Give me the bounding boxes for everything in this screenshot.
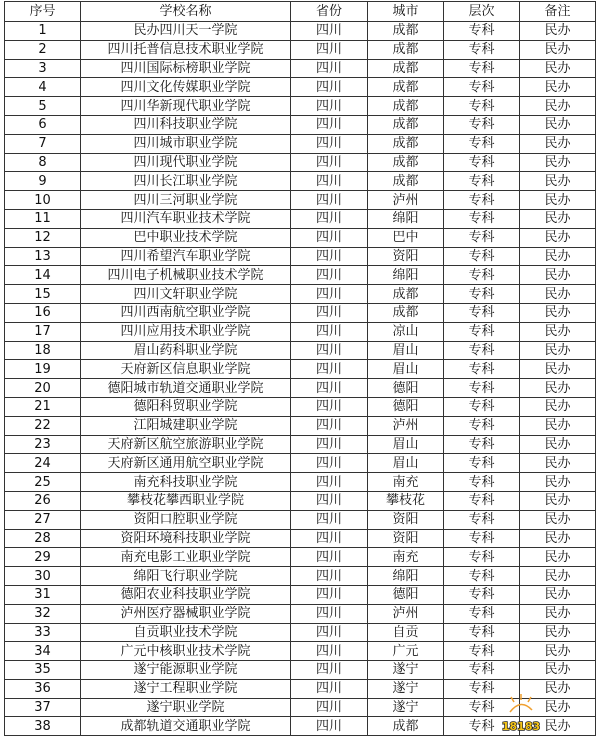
city: 泸州 (368, 416, 444, 435)
note: 民办 (520, 548, 596, 567)
city: 遂宁 (368, 698, 444, 717)
row-index: 36 (5, 679, 81, 698)
province: 四川 (291, 247, 368, 266)
row-index: 25 (5, 473, 81, 492)
table-row (5, 379, 596, 398)
row-index: 24 (5, 454, 81, 473)
level: 专科 (444, 435, 520, 454)
level: 专科 (444, 379, 520, 398)
city: 眉山 (368, 360, 444, 379)
table-row (5, 228, 596, 247)
level: 专科 (444, 679, 520, 698)
row-index: 14 (5, 266, 81, 285)
province: 四川 (291, 567, 368, 586)
table-row (5, 435, 596, 454)
school-name: 巴中职业技术学院 (81, 228, 291, 247)
city: 成都 (368, 97, 444, 116)
school-name: 南充电影工业职业学院 (81, 548, 291, 567)
province: 四川 (291, 115, 368, 134)
row-index: 21 (5, 397, 81, 416)
province: 四川 (291, 585, 368, 604)
school-name: 资阳口腔职业学院 (81, 510, 291, 529)
table-row (5, 416, 596, 435)
city: 资阳 (368, 510, 444, 529)
level: 专科 (444, 397, 520, 416)
header-province: 省份 (291, 2, 368, 22)
table-row (5, 97, 596, 116)
row-index: 19 (5, 360, 81, 379)
level: 专科 (444, 491, 520, 510)
row-index: 28 (5, 529, 81, 548)
school-name: 德阳城市轨道交通职业学院 (81, 379, 291, 398)
province: 四川 (291, 454, 368, 473)
row-index: 38 (5, 717, 81, 736)
row-index: 20 (5, 379, 81, 398)
province: 四川 (291, 642, 368, 661)
level: 专科 (444, 303, 520, 322)
city: 凉山 (368, 322, 444, 341)
table-row (5, 567, 596, 586)
level: 专科 (444, 22, 520, 41)
row-index: 6 (5, 115, 81, 134)
note: 民办 (520, 435, 596, 454)
province: 四川 (291, 97, 368, 116)
school-name: 四川应用技术职业学院 (81, 322, 291, 341)
row-index: 32 (5, 604, 81, 623)
row-index: 27 (5, 510, 81, 529)
note: 民办 (520, 491, 596, 510)
province: 四川 (291, 529, 368, 548)
city: 南充 (368, 473, 444, 492)
table-row (5, 322, 596, 341)
note: 民办 (520, 379, 596, 398)
row-index: 3 (5, 59, 81, 78)
note: 民办 (520, 661, 596, 680)
province: 四川 (291, 397, 368, 416)
city: 绵阳 (368, 209, 444, 228)
school-name: 四川三河职业学院 (81, 191, 291, 210)
city: 泸州 (368, 191, 444, 210)
city: 德阳 (368, 585, 444, 604)
school-name: 绵阳飞行职业学院 (81, 567, 291, 586)
level: 专科 (444, 642, 520, 661)
table-row (5, 134, 596, 153)
province: 四川 (291, 322, 368, 341)
city: 眉山 (368, 435, 444, 454)
school-name: 资阳环境科技职业学院 (81, 529, 291, 548)
level: 专科 (444, 454, 520, 473)
level: 专科 (444, 360, 520, 379)
note: 民办 (520, 22, 596, 41)
table-row (5, 78, 596, 97)
level: 专科 (444, 78, 520, 97)
school-name: 攀枝花攀西职业学院 (81, 491, 291, 510)
city: 广元 (368, 642, 444, 661)
level: 专科 (444, 548, 520, 567)
note: 民办 (520, 303, 596, 322)
school-name: 四川电子机械职业技术学院 (81, 266, 291, 285)
city: 眉山 (368, 341, 444, 360)
city: 德阳 (368, 379, 444, 398)
province: 四川 (291, 266, 368, 285)
school-name: 德阳科贸职业学院 (81, 397, 291, 416)
city: 绵阳 (368, 266, 444, 285)
note: 民办 (520, 510, 596, 529)
note: 民办 (520, 698, 596, 717)
table-row (5, 510, 596, 529)
school-name: 四川华新现代职业学院 (81, 97, 291, 116)
level: 专科 (444, 510, 520, 529)
row-index: 23 (5, 435, 81, 454)
city: 成都 (368, 172, 444, 191)
city: 成都 (368, 78, 444, 97)
city: 成都 (368, 153, 444, 172)
province: 四川 (291, 379, 368, 398)
school-name: 四川长江职业学院 (81, 172, 291, 191)
note: 民办 (520, 529, 596, 548)
table-row (5, 266, 596, 285)
table-header-row (5, 2, 596, 22)
level: 专科 (444, 698, 520, 717)
table-row (5, 115, 596, 134)
school-name: 眉山药科职业学院 (81, 341, 291, 360)
province: 四川 (291, 59, 368, 78)
table-row (5, 491, 596, 510)
note: 民办 (520, 454, 596, 473)
row-index: 9 (5, 172, 81, 191)
table-row (5, 397, 596, 416)
level: 专科 (444, 285, 520, 304)
row-index: 37 (5, 698, 81, 717)
school-name: 遂宁能源职业学院 (81, 661, 291, 680)
school-name: 自贡职业技术学院 (81, 623, 291, 642)
row-index: 17 (5, 322, 81, 341)
city: 绵阳 (368, 567, 444, 586)
level: 专科 (444, 661, 520, 680)
school-name: 天府新区航空旅游职业学院 (81, 435, 291, 454)
level: 专科 (444, 567, 520, 586)
row-index: 11 (5, 209, 81, 228)
note: 民办 (520, 209, 596, 228)
note: 民办 (520, 360, 596, 379)
school-name: 泸州医疗器械职业学院 (81, 604, 291, 623)
city: 资阳 (368, 247, 444, 266)
city: 遂宁 (368, 661, 444, 680)
note: 民办 (520, 97, 596, 116)
note: 民办 (520, 172, 596, 191)
school-name: 四川文轩职业学院 (81, 285, 291, 304)
row-index: 30 (5, 567, 81, 586)
province: 四川 (291, 548, 368, 567)
school-name: 南充科技职业学院 (81, 473, 291, 492)
row-index: 15 (5, 285, 81, 304)
note: 民办 (520, 623, 596, 642)
school-name: 四川国际标榜职业学院 (81, 59, 291, 78)
province: 四川 (291, 661, 368, 680)
level: 专科 (444, 97, 520, 116)
row-index: 34 (5, 642, 81, 661)
province: 四川 (291, 623, 368, 642)
note: 民办 (520, 585, 596, 604)
row-index: 31 (5, 585, 81, 604)
city: 成都 (368, 717, 444, 736)
level: 专科 (444, 341, 520, 360)
header-index: 序号 (5, 2, 81, 22)
city: 成都 (368, 285, 444, 304)
school-name: 民办四川天一学院 (81, 22, 291, 41)
note: 民办 (520, 567, 596, 586)
province: 四川 (291, 604, 368, 623)
note: 民办 (520, 134, 596, 153)
city: 南充 (368, 548, 444, 567)
level: 专科 (444, 40, 520, 59)
note: 民办 (520, 78, 596, 97)
province: 四川 (291, 360, 368, 379)
province: 四川 (291, 717, 368, 736)
note: 民办 (520, 416, 596, 435)
level: 专科 (444, 266, 520, 285)
school-name: 四川希望汽车职业学院 (81, 247, 291, 266)
school-name: 德阳农业科技职业学院 (81, 585, 291, 604)
table-row (5, 454, 596, 473)
row-index: 13 (5, 247, 81, 266)
level: 专科 (444, 416, 520, 435)
table-row (5, 153, 596, 172)
row-index: 5 (5, 97, 81, 116)
province: 四川 (291, 153, 368, 172)
city: 成都 (368, 303, 444, 322)
level: 专科 (444, 247, 520, 266)
table-row (5, 341, 596, 360)
school-name: 四川汽车职业技术学院 (81, 209, 291, 228)
row-index: 16 (5, 303, 81, 322)
row-index: 12 (5, 228, 81, 247)
row-index: 7 (5, 134, 81, 153)
province: 四川 (291, 341, 368, 360)
city: 遂宁 (368, 679, 444, 698)
city: 攀枝花 (368, 491, 444, 510)
note: 民办 (520, 473, 596, 492)
row-index: 26 (5, 491, 81, 510)
row-index: 2 (5, 40, 81, 59)
school-name: 四川城市职业学院 (81, 134, 291, 153)
level: 专科 (444, 172, 520, 191)
city: 成都 (368, 22, 444, 41)
row-index: 8 (5, 153, 81, 172)
table-row (5, 360, 596, 379)
row-index: 10 (5, 191, 81, 210)
row-index: 22 (5, 416, 81, 435)
sun-rays-icon (510, 694, 532, 712)
school-name: 天府新区通用航空职业学院 (81, 454, 291, 473)
province: 四川 (291, 491, 368, 510)
province: 四川 (291, 416, 368, 435)
city: 成都 (368, 115, 444, 134)
table-row (5, 247, 596, 266)
province: 四川 (291, 22, 368, 41)
province: 四川 (291, 209, 368, 228)
level: 专科 (444, 585, 520, 604)
province: 四川 (291, 191, 368, 210)
province: 四川 (291, 510, 368, 529)
row-index: 18 (5, 341, 81, 360)
row-index: 35 (5, 661, 81, 680)
school-name: 四川文化传媒职业学院 (81, 78, 291, 97)
city: 成都 (368, 40, 444, 59)
level: 专科 (444, 115, 520, 134)
row-index: 33 (5, 623, 81, 642)
header-note: 备注 (520, 2, 596, 22)
note: 民办 (520, 285, 596, 304)
note: 民办 (520, 717, 596, 736)
level: 专科 (444, 228, 520, 247)
header-city: 城市 (368, 2, 444, 22)
level: 专科 (444, 529, 520, 548)
city: 眉山 (368, 454, 444, 473)
school-name: 天府新区信息职业学院 (81, 360, 291, 379)
province: 四川 (291, 435, 368, 454)
city: 成都 (368, 59, 444, 78)
school-name: 遂宁工程职业学院 (81, 679, 291, 698)
level: 专科 (444, 322, 520, 341)
province: 四川 (291, 172, 368, 191)
city: 资阳 (368, 529, 444, 548)
note: 民办 (520, 322, 596, 341)
row-index: 4 (5, 78, 81, 97)
level: 专科 (444, 153, 520, 172)
level: 专科 (444, 604, 520, 623)
table-row (5, 22, 596, 41)
schools-table (4, 1, 596, 736)
note: 民办 (520, 341, 596, 360)
province: 四川 (291, 679, 368, 698)
school-name: 遂宁职业学院 (81, 698, 291, 717)
province: 四川 (291, 134, 368, 153)
city: 德阳 (368, 397, 444, 416)
city: 自贡 (368, 623, 444, 642)
note: 民办 (520, 59, 596, 78)
note: 民办 (520, 247, 596, 266)
note: 民办 (520, 228, 596, 247)
table-row (5, 191, 596, 210)
school-name: 成都轨道交通职业学院 (81, 717, 291, 736)
level: 专科 (444, 191, 520, 210)
table-row (5, 661, 596, 680)
level: 专科 (444, 134, 520, 153)
row-index: 29 (5, 548, 81, 567)
table-row (5, 303, 596, 322)
city: 成都 (368, 134, 444, 153)
school-name: 江阳城建职业学院 (81, 416, 291, 435)
table-row (5, 172, 596, 191)
note: 民办 (520, 40, 596, 59)
school-name: 四川科技职业学院 (81, 115, 291, 134)
province: 四川 (291, 303, 368, 322)
note: 民办 (520, 115, 596, 134)
province: 四川 (291, 228, 368, 247)
level: 专科 (444, 717, 520, 736)
school-name: 四川现代职业学院 (81, 153, 291, 172)
note: 民办 (520, 266, 596, 285)
note: 民办 (520, 679, 596, 698)
table-row (5, 59, 596, 78)
watermark-text: 18183 (501, 720, 541, 733)
header-school-name: 学校名称 (81, 2, 291, 22)
table-row (5, 585, 596, 604)
watermark-logo (500, 690, 542, 736)
table-row (5, 604, 596, 623)
province: 四川 (291, 78, 368, 97)
school-name: 广元中核职业技术学院 (81, 642, 291, 661)
level: 专科 (444, 209, 520, 228)
table-row (5, 623, 596, 642)
table-row (5, 209, 596, 228)
province: 四川 (291, 698, 368, 717)
note: 民办 (520, 191, 596, 210)
level: 专科 (444, 623, 520, 642)
city: 泸州 (368, 604, 444, 623)
note: 民办 (520, 397, 596, 416)
table-row (5, 529, 596, 548)
table-row (5, 285, 596, 304)
note: 民办 (520, 604, 596, 623)
school-name: 四川托普信息技术职业学院 (81, 40, 291, 59)
province: 四川 (291, 40, 368, 59)
row-index: 1 (5, 22, 81, 41)
province: 四川 (291, 285, 368, 304)
note: 民办 (520, 153, 596, 172)
table-row (5, 40, 596, 59)
table-row (5, 642, 596, 661)
city: 巴中 (368, 228, 444, 247)
header-level: 层次 (444, 2, 520, 22)
level: 专科 (444, 59, 520, 78)
note: 民办 (520, 642, 596, 661)
province: 四川 (291, 473, 368, 492)
table-row (5, 548, 596, 567)
level: 专科 (444, 473, 520, 492)
table-row (5, 473, 596, 492)
school-name: 四川西南航空职业学院 (81, 303, 291, 322)
